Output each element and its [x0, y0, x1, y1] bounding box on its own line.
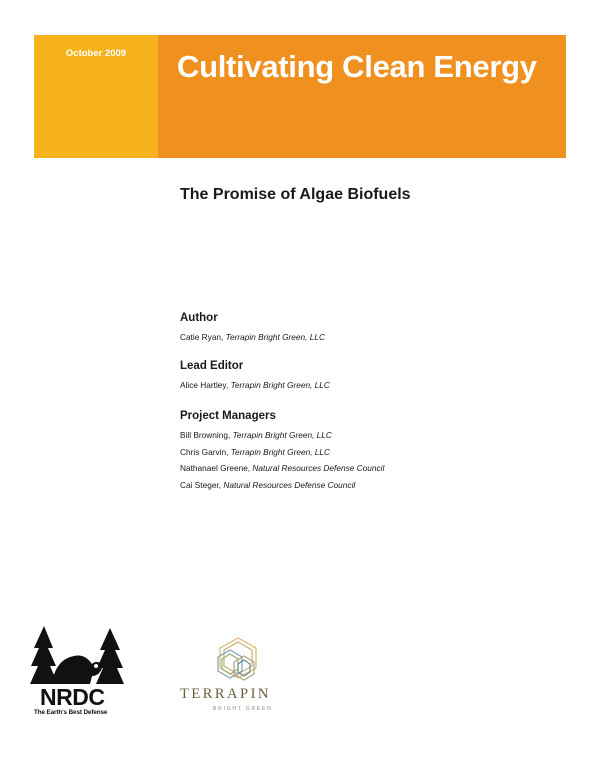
terrapin-subtext: BRIGHT GREEN	[213, 706, 273, 712]
header-title-block	[158, 35, 566, 158]
author-section	[180, 312, 325, 346]
person-name: Nathanael Greene,	[180, 463, 253, 473]
terrapin-logo	[176, 636, 302, 720]
report-title: Cultivating Clean Energy	[177, 49, 537, 84]
nrdc-bear-trees-icon	[30, 624, 132, 686]
person-org: Terrapin Bright Green, LLC	[230, 446, 331, 457]
terrapin-wordmark: TERRAPIN	[180, 686, 271, 702]
person-name: Cai Steger,	[180, 479, 224, 490]
project-manager-entry	[180, 460, 384, 477]
lead-editor-heading: Lead Editor	[180, 360, 244, 372]
nrdc-logo	[30, 624, 132, 720]
project-managers-heading: Project Managers	[180, 410, 276, 422]
person-org: Natural Resources Defense Council	[223, 479, 356, 490]
project-manager-entry	[180, 427, 384, 444]
person-org: Terrapin Bright Green, LLC	[225, 332, 325, 342]
person-org: Terrapin Bright Green, LLC	[232, 430, 332, 440]
person-org: Natural Resources Defense Council	[252, 463, 385, 473]
person-name: Bill Browning,	[180, 430, 233, 440]
lead-editor-entry	[180, 377, 330, 394]
report-date: October 2009	[65, 48, 127, 59]
project-manager-entry	[180, 477, 384, 494]
nrdc-tagline: The Earth's Best Defense	[34, 709, 108, 716]
terrapin-hexagon-icon	[176, 636, 302, 686]
report-subtitle: The Promise of Algae Biofuels	[180, 186, 411, 203]
nrdc-wordmark: NRDC	[40, 684, 105, 710]
person-org: Terrapin Bright Green, LLC	[230, 380, 330, 390]
author-entry	[180, 329, 325, 346]
person-name: Chris Garvin,	[180, 446, 231, 457]
lead-editor-section	[180, 360, 330, 394]
project-manager-entry	[180, 444, 384, 461]
project-managers-section	[180, 410, 384, 493]
author-heading: Author	[180, 312, 218, 324]
person-name: Alice Hartley,	[180, 380, 231, 390]
header-date-block	[34, 35, 158, 158]
person-name: Catie Ryan,	[180, 332, 226, 342]
